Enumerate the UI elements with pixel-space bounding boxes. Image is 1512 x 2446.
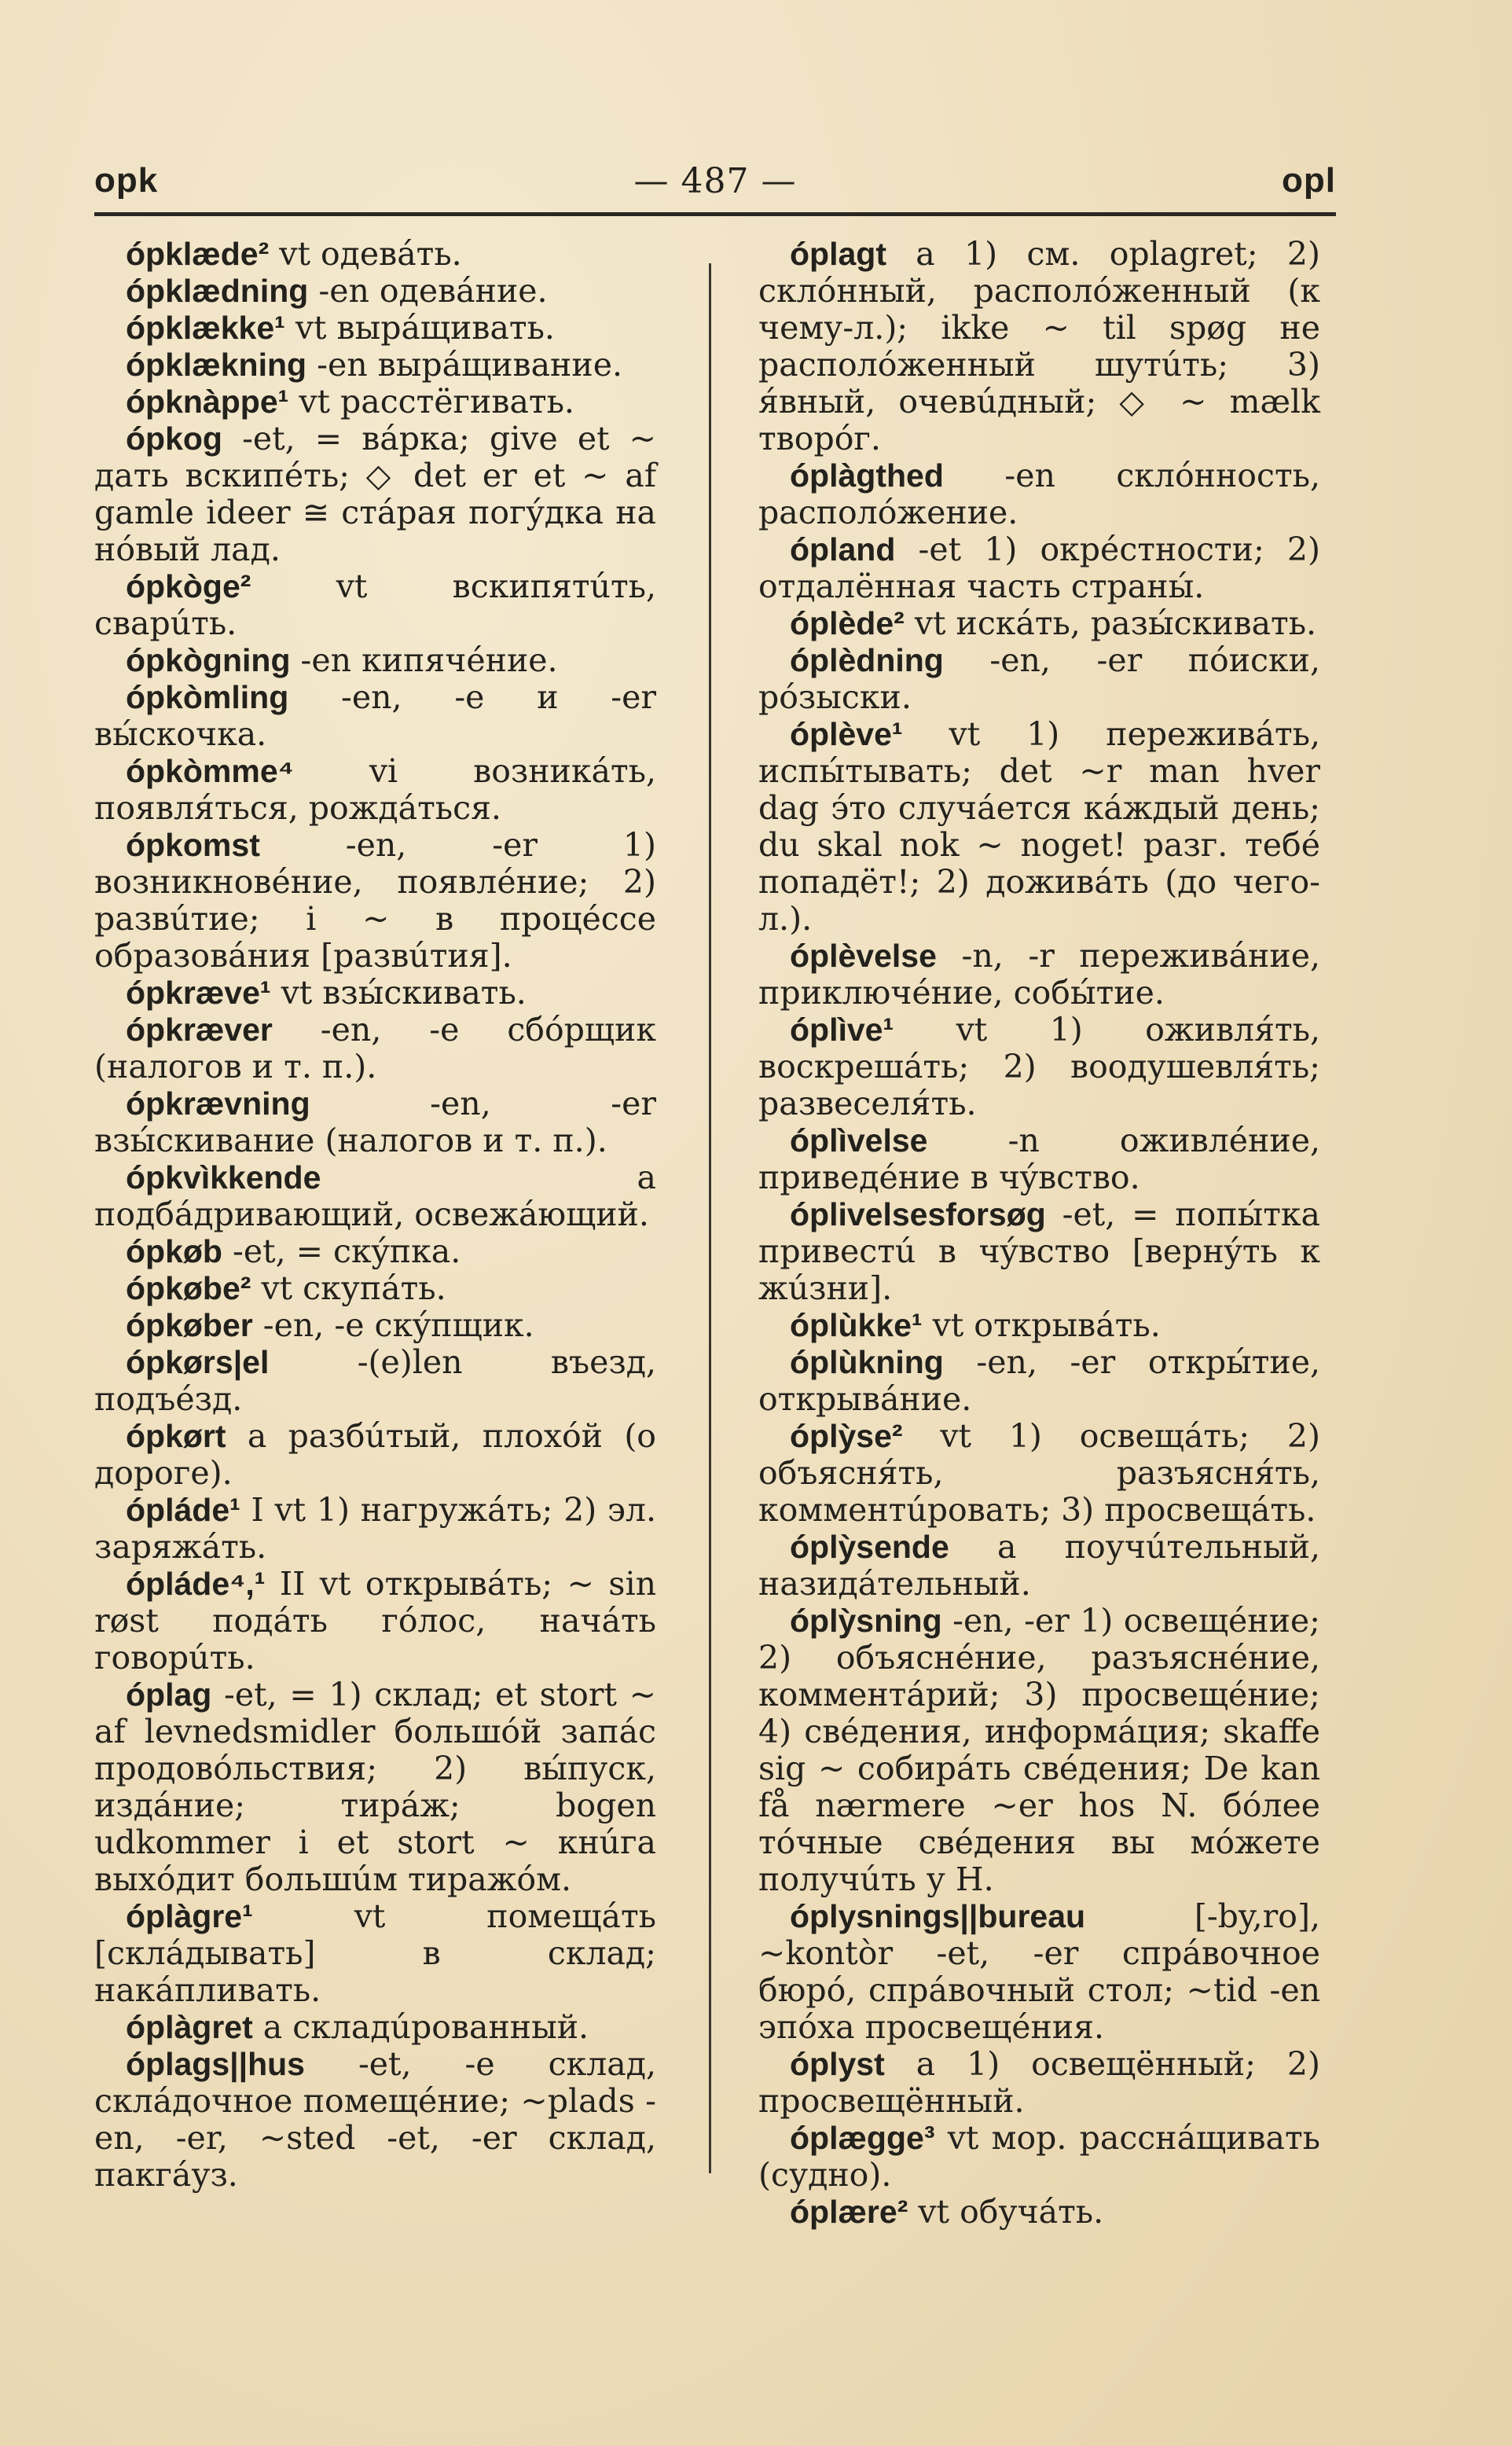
dictionary-entry	[758, 1307, 1320, 1344]
dictionary-entry	[758, 2194, 1320, 2231]
entry-definition: -et, = скýпка.	[222, 1232, 461, 1270]
entry-definition: -en, -er 1) освещéние; 2) объяснéние, разъяснéние, комментáрий; 3) просвещéние; 4) свéдения, информáция; skaffe sig ~ собирáть свéдения; De kan få nærmere ~er hos N. бóлее тóчные свéдения вы мóжете получúть у Н.	[758, 1602, 1320, 1898]
entry-definition: vt мор. расснáщивать (судно).	[758, 2119, 1320, 2194]
entry-definition: -et 1) окрéстности; 2) отдалённая часть страны́.	[758, 531, 1320, 605]
header-rule	[94, 212, 1336, 216]
entry-headword: óplùkning	[790, 1344, 944, 1380]
entry-definition: I vt 1) нагружáть; 2) эл. заряжáть.	[94, 1491, 656, 1566]
entry-definition: vt 1) освещáть; 2) объясня́ть, разъясня́ть, комментúровать; 3) просвещáть.	[758, 1417, 1320, 1529]
dictionary-entry	[94, 1677, 656, 1898]
dictionary-entry	[94, 1492, 656, 1566]
page-number: — 487 —	[633, 161, 797, 201]
entry-definition: -en, -e скýпщик.	[252, 1306, 534, 1344]
dictionary-entry	[758, 1122, 1320, 1196]
dictionary-entry	[94, 679, 656, 753]
entry-definition: -en склóнность, располóжение.	[758, 457, 1320, 531]
entry-headword: ópláde⁴,¹	[126, 1566, 266, 1602]
dictionary-entry	[94, 568, 656, 642]
entry-definition: a разбúтый, плохóй (о дороге).	[94, 1417, 656, 1492]
entry-headword: ópknàppe¹	[126, 384, 289, 420]
entry-headword: óplysnings||bureau	[790, 1898, 1086, 1934]
entry-headword: óplivelsesforsøg	[790, 1196, 1046, 1232]
entry-definition: vi возникáть, появля́ться, рождáться.	[94, 752, 656, 827]
dictionary-entry	[94, 975, 656, 1012]
dictionary-entry	[94, 642, 656, 679]
entry-headword: óplùkke¹	[790, 1307, 923, 1343]
entry-definition: vt обучáть.	[908, 2193, 1104, 2231]
dictionary-entry	[758, 2120, 1320, 2194]
dictionary-entry	[758, 2046, 1320, 2120]
entry-headword: óplyst	[790, 2046, 885, 2082]
entry-definition: a 1) освещённый; 2) просвещённый.	[758, 2045, 1320, 2120]
entry-headword: ópkòmling	[126, 679, 289, 715]
entry-headword: ópland	[790, 531, 896, 567]
entry-headword: óplags||hus	[126, 2046, 305, 2082]
entry-headword: óplède²	[790, 605, 905, 641]
entry-headword: ópkvìkkende	[126, 1159, 321, 1195]
entry-definition: a подбáдривающий, освежáющий.	[94, 1159, 656, 1233]
entry-definition: a 1) см. oplagret; 2) склóнный, располóженный (к чему-л.); ikke ~ til spøg не располóженный шутúть; 3) я́вный, очевúдный; ◇ ~ mælk творóг.	[758, 235, 1320, 457]
entry-headword: óplag	[126, 1677, 212, 1713]
dictionary-entry	[94, 310, 656, 347]
dictionary-entry	[758, 1603, 1320, 1898]
entry-definition: vt искáть, разы́скивать.	[904, 604, 1317, 642]
entry-headword: ópklække¹	[126, 310, 285, 346]
entry-headword: óplàgthed	[790, 457, 944, 494]
entry-headword: óplære²	[790, 2194, 908, 2230]
entry-definition: a поучúтельный, назидáтельный.	[758, 1528, 1320, 1603]
entry-definition: a складúрованный.	[252, 2008, 589, 2046]
entry-headword: ópkræver	[126, 1012, 273, 1048]
dictionary-entry	[758, 531, 1320, 605]
dictionary-entry	[758, 642, 1320, 716]
entry-headword: ópklædning	[126, 273, 309, 309]
entry-headword: ópkòmme⁴	[126, 753, 294, 789]
entry-definition: -en, -er взы́скивание (налогов и т. п.).	[94, 1085, 656, 1159]
entry-definition: vt помещáть [склáдывать] в склад; накáпливать.	[94, 1897, 656, 2009]
dictionary-entry	[94, 2046, 656, 2194]
entry-definition: -en, -er 1) возникновéние, появлéние; 2) развúтие; i ~ в процéссе образовáния [развúтия].	[94, 826, 656, 975]
entry-definition: -en, -e сбóрщик (налогов и т. п.).	[94, 1011, 656, 1085]
dictionary-entry	[758, 1344, 1320, 1418]
dictionary-entry	[94, 753, 656, 827]
entry-headword: ópkørs|el	[126, 1344, 270, 1380]
dictionary-entry	[94, 273, 656, 310]
dictionary-entry	[94, 1898, 656, 2009]
entry-definition: -en, -er откры́тие, открывáние.	[758, 1343, 1320, 1418]
dictionary-entry	[94, 1270, 656, 1307]
right-guide-word: opl	[1282, 161, 1336, 200]
dictionary-entry	[94, 1012, 656, 1085]
dictionary-entry	[758, 716, 1320, 938]
entry-definition: -n оживлéние, приведéние в чýвство.	[758, 1122, 1320, 1196]
entry-headword: ópklækning	[126, 347, 307, 383]
dictionary-entry	[94, 384, 656, 421]
dictionary-entry	[94, 347, 656, 384]
dictionary-entry	[758, 938, 1320, 1012]
entry-headword: ópkomst	[126, 827, 260, 863]
entry-headword: ópkog	[126, 421, 222, 457]
dictionary-entry	[758, 236, 1320, 457]
dictionary-entry	[94, 827, 656, 975]
entry-definition: II vt открывáть; ~ sin røst подáть гóлос, начáть говорúть.	[94, 1565, 656, 1677]
entry-headword: óplàgret	[126, 2009, 253, 2045]
dictionary-entry	[94, 1566, 656, 1677]
dictionary-entry	[94, 1085, 656, 1159]
dictionary-entry	[758, 1418, 1320, 1529]
entry-definition: vt открывáть.	[922, 1306, 1161, 1344]
entry-headword: óplìvelse	[790, 1122, 928, 1159]
entry-definition: vt взы́скивать.	[270, 974, 527, 1012]
entry-definition: vt 1) оживля́ть, воскрешáть; 2) воодушевля́ть; развеселя́ть.	[758, 1011, 1320, 1122]
entry-headword: óplìve¹	[790, 1012, 894, 1048]
entry-definition: -en вырáщивание.	[306, 346, 622, 384]
entry-definition: -en, -er пóиски, рóзыски.	[758, 641, 1320, 716]
entry-headword: ópkrævning	[126, 1085, 310, 1122]
entry-definition: -n, -r переживáние, приключéние, собы́тие.	[758, 937, 1320, 1012]
entry-headword: óplagt	[790, 236, 886, 272]
dictionary-entry	[94, 236, 656, 273]
left-column	[94, 236, 656, 2194]
entry-definition: vt вскипятúть, сварúть.	[94, 567, 656, 642]
dictionary-entry	[94, 1418, 656, 1492]
dictionary-entry	[758, 1898, 1320, 2046]
dictionary-entry	[94, 421, 656, 568]
entry-headword: ópklæde²	[126, 236, 270, 272]
running-header	[94, 161, 1336, 216]
dictionary-entry	[758, 457, 1320, 531]
entry-definition: vt 1) переживáть, испы́тывать; det ~r man hver dag э́то случáется кáждый день; du skal nok ~ noget! разг. тебé попадёт!; 2) доживáть (до чего-л.).	[758, 715, 1320, 938]
entry-definition: vt вырáщивать.	[284, 309, 555, 347]
left-guide-word: opk	[94, 161, 159, 200]
dictionary-entry	[758, 1196, 1320, 1307]
entry-headword: óplỳsende	[790, 1529, 949, 1565]
entry-headword: ópkòge²	[126, 568, 251, 604]
entry-definition: vt расстёгивать.	[288, 383, 574, 421]
entry-headword: ópkørt	[126, 1418, 226, 1454]
entry-definition: -en одевáние.	[308, 272, 548, 310]
entry-definition: -et, = попы́тка привестú в чýвство [вернýть к жúзни].	[758, 1195, 1320, 1307]
entry-definition: [-by,ro], ~kontòr -et, -er спрáвочное бюрó, спрáвочный стол; ~tid -en эпóха просвещéния.	[758, 1897, 1320, 2046]
dictionary-entry	[94, 1344, 656, 1418]
right-column	[758, 236, 1320, 2231]
entry-headword: óplỳse²	[790, 1418, 903, 1454]
entry-definition: vt скупáть.	[251, 1269, 446, 1307]
entry-definition: -en, -e и -er вы́скочка.	[94, 678, 656, 753]
entry-headword: óplỳsning	[790, 1603, 942, 1639]
dictionary-entry	[94, 1159, 656, 1233]
dictionary-entry	[758, 605, 1320, 642]
entry-definition: -(e)len въезд, подъéзд.	[94, 1343, 656, 1418]
dictionary-entry	[758, 1529, 1320, 1603]
entry-headword: ópkògning	[126, 642, 291, 678]
entry-definition: -et, = вáрка; give et ~ дать вскипéть; ◇ det er et ~ af gamle ideer ≅ стáрая погýдка на нóвый лад.	[94, 420, 656, 568]
entry-headword: óplàgre¹	[126, 1898, 253, 1934]
entry-definition: vt одевáть.	[269, 235, 462, 273]
dictionary-entry	[94, 1307, 656, 1344]
entry-headword: óplève¹	[790, 716, 903, 752]
entry-headword: óplèdning	[790, 642, 944, 678]
entry-headword: ópkræve¹	[126, 975, 271, 1011]
column-divider	[709, 263, 711, 2173]
entry-headword: ópkøb	[126, 1233, 222, 1269]
dictionary-entry	[94, 2009, 656, 2046]
entry-headword: óplèvelse	[790, 938, 937, 974]
entry-definition: -et, -e склад, склáдочное помещéние; ~plads -en, -er, ~sted -et, -er склад, пакгáуз.	[94, 2045, 656, 2194]
entry-definition: -en кипячéние.	[290, 641, 558, 679]
entry-headword: óplægge³	[790, 2120, 935, 2156]
entry-definition: -et, = 1) склад; et stort ~ af levnedsmidler большóй запáс продовóльствия; 2) вы́пуск, издáние; тирáж; bogen udkommer i et stort ~ кнúга выхóдит большúм тиражóм.	[94, 1676, 656, 1898]
entry-headword: ópkøber	[126, 1307, 253, 1343]
entry-headword: ópkøbe²	[126, 1270, 251, 1306]
dictionary-entry	[758, 1012, 1320, 1122]
entry-headword: ópláde¹	[126, 1492, 240, 1528]
dictionary-entry	[94, 1233, 656, 1270]
